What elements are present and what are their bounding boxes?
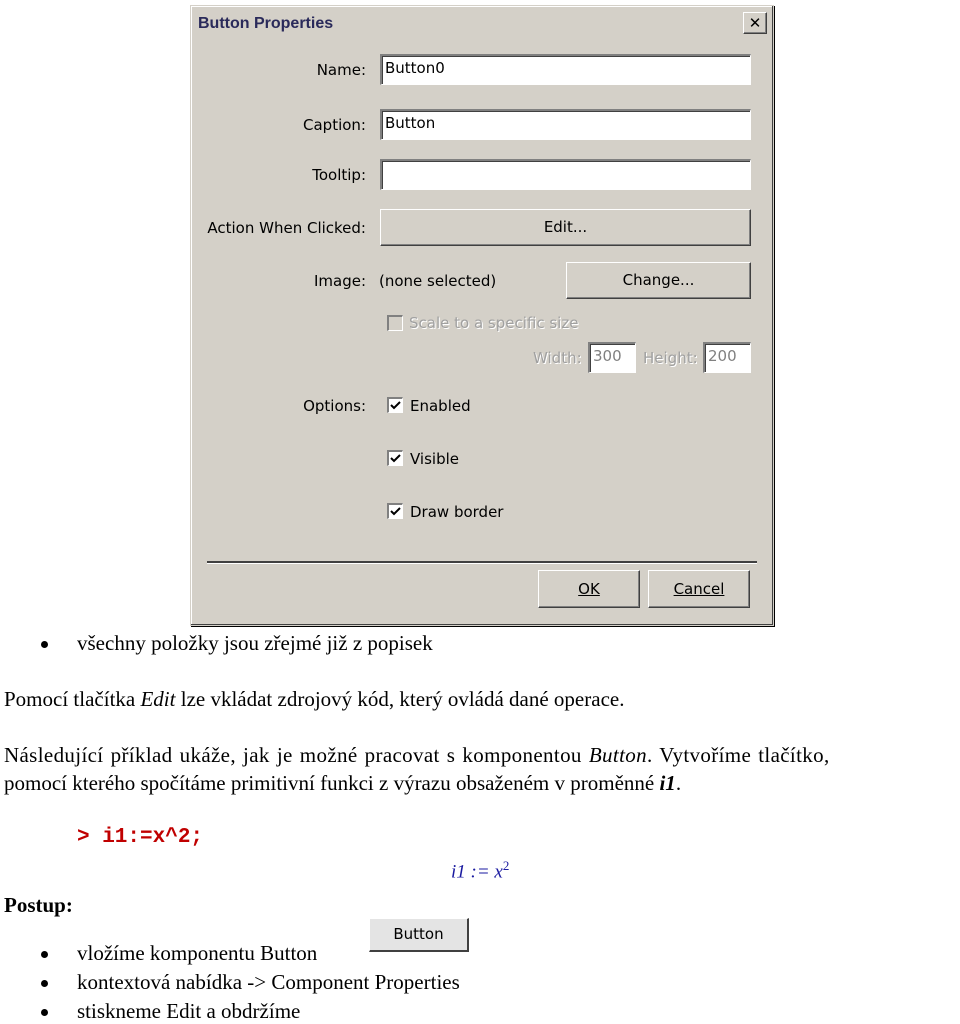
width-label: Width: xyxy=(533,349,582,367)
checkmark-icon xyxy=(389,452,402,465)
para2-line2-strong: i1 xyxy=(659,771,676,795)
title-bar xyxy=(194,9,770,39)
para2-line2-post: . xyxy=(675,771,682,795)
paragraph-1 xyxy=(4,687,624,712)
paragraph-2-line-2 xyxy=(4,771,681,796)
cancel-button-label: Cancel xyxy=(673,580,725,598)
cancel-button[interactable] xyxy=(648,570,750,608)
tooltip-label: Tooltip: xyxy=(312,166,366,184)
width-field[interactable]: 300 xyxy=(588,342,636,373)
height-field[interactable]: 200 xyxy=(703,342,751,373)
bullet xyxy=(41,1009,48,1016)
ok-button[interactable] xyxy=(538,570,640,608)
checkmark-icon xyxy=(389,505,402,518)
checkmark-icon xyxy=(389,399,402,412)
bullet xyxy=(41,641,48,648)
tooltip-field[interactable] xyxy=(380,159,751,190)
name-label: Name: xyxy=(316,61,366,79)
para2-line2-pre: pomocí kterého spočítáme primitivní funkci z výrazu obsaženém v proměnné xyxy=(4,771,660,795)
para1-em: Edit xyxy=(140,687,176,711)
sample-button[interactable]: Button xyxy=(369,918,469,952)
name-field[interactable]: Button0 xyxy=(380,54,751,85)
action-label: Action When Clicked: xyxy=(207,219,366,237)
bullet xyxy=(41,980,48,987)
maple-output xyxy=(451,858,509,883)
dialog-title: Button Properties xyxy=(198,15,334,32)
change-button-label: Change... xyxy=(622,271,695,289)
step-1: vložíme komponentu Button xyxy=(77,941,318,965)
scale-label: Scale to a specific size xyxy=(409,314,579,332)
edit-button-label: Edit... xyxy=(543,218,588,236)
enabled-label: Enabled xyxy=(410,397,471,415)
para2-line1-em: Button xyxy=(588,743,647,767)
bullet xyxy=(41,951,48,958)
options-label: Options: xyxy=(303,397,366,415)
caption-label: Caption: xyxy=(303,116,366,134)
para2-line1-post: . Vytvoříme tlačítko, xyxy=(646,743,830,767)
image-label: Image: xyxy=(313,272,366,290)
height-label: Height: xyxy=(643,349,698,367)
maple-code-input: > i1:=x^2; xyxy=(77,826,204,849)
para1-post: lze vkládat zdrojový kód, který ovládá dané operace. xyxy=(175,687,625,711)
enabled-checkbox[interactable] xyxy=(387,397,403,413)
ok-button-label: OK xyxy=(578,580,600,598)
draw-border-label: Draw border xyxy=(410,503,504,521)
para1-pre: Pomocí tlačítka xyxy=(4,687,141,711)
step-3: stiskneme Edit a obdržíme xyxy=(77,999,301,1023)
math-exponent: 2 xyxy=(502,858,510,873)
edit-button[interactable] xyxy=(380,209,751,246)
bullet-text-1: všechny položky jsou zřejmé již z popisek xyxy=(77,631,433,655)
caption-field[interactable]: Button xyxy=(380,109,751,140)
postup-heading: Postup: xyxy=(4,893,73,917)
separator xyxy=(207,561,757,564)
change-image-button[interactable] xyxy=(566,262,751,299)
visible-checkbox[interactable] xyxy=(387,450,403,466)
image-value: (none selected) xyxy=(379,272,497,290)
paragraph-2-line-1 xyxy=(4,743,960,768)
step-2: kontextová nabídka -> Component Properties xyxy=(77,970,460,994)
draw-border-checkbox[interactable] xyxy=(387,503,403,519)
button-properties-dialog xyxy=(190,5,774,626)
close-icon[interactable]: ✕ xyxy=(743,12,767,34)
para2-line1-pre: Následující příklad ukáže, jak je možné pracovat s komponentou xyxy=(4,743,589,767)
math-lhs: i1 := x xyxy=(451,861,503,883)
visible-label: Visible xyxy=(410,450,459,468)
scale-checkbox[interactable] xyxy=(387,315,403,331)
